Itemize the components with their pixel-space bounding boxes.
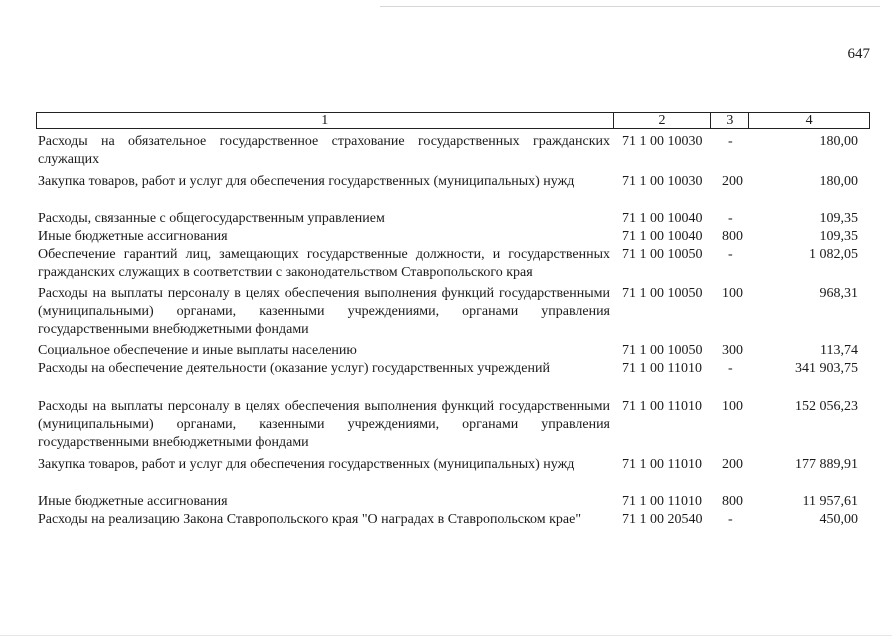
row-amount: 341 903,75 — [795, 361, 858, 376]
row-code: 71 1 00 10040 — [622, 229, 703, 244]
row-amount: 109,35 — [819, 211, 858, 226]
row-code: 71 1 00 10040 — [622, 211, 703, 226]
row-code: 71 1 00 11010 — [622, 399, 702, 414]
row-name: Иные бюджетные ассигнования — [38, 229, 228, 244]
row-name: Расходы на выплаты персоналу в целях обеспечения выполнения функций государственными (муниципальными) органами, казенными учреждениями, органами управления государственными внебюджетными фондами — [38, 399, 610, 450]
table-row — [36, 398, 870, 452]
row-type: - — [728, 361, 733, 376]
row-name: Расходы на выплаты персоналу в целях обеспечения выполнения функций государственными (муниципальными) органами, казенными учреждениями, органами управления государственными внебюджетными фондами — [38, 286, 610, 337]
header-col-2: 2 — [614, 113, 712, 128]
row-code: 71 1 00 20540 — [622, 512, 703, 527]
row-code: 71 1 00 11010 — [622, 457, 702, 472]
row-amount: 180,00 — [819, 134, 858, 149]
row-amount: 113,74 — [820, 343, 858, 358]
table-row — [36, 133, 870, 169]
row-name: Расходы на обеспечение деятельности (оказание услуг) государственных учреждений — [38, 361, 550, 376]
row-amount: 109,35 — [819, 229, 858, 244]
table-row — [36, 210, 870, 228]
row-code: 71 1 00 11010 — [622, 494, 702, 509]
row-amount: 1 082,05 — [809, 247, 858, 262]
table-row — [36, 173, 870, 191]
row-name: Обеспечение гарантий лиц, замещающих государственные должности, и государственных гражданских служащих в соответствии с законодательством Ставропольского края — [38, 247, 610, 280]
row-amount: 152 056,23 — [795, 399, 858, 414]
row-amount: 968,31 — [819, 286, 858, 301]
row-type: 800 — [722, 229, 743, 244]
row-name: Расходы на реализацию Закона Ставропольского края "О наградах в Ставропольском крае" — [38, 512, 582, 527]
row-name: Закупка товаров, работ и услуг для обеспечения государственных (муниципальных) нужд — [38, 174, 575, 189]
row-code: 71 1 00 10030 — [622, 134, 703, 149]
table-row — [36, 342, 870, 360]
row-amount: 450,00 — [819, 512, 858, 527]
table-row — [36, 511, 870, 529]
row-type: 100 — [722, 399, 743, 414]
row-amount: 177 889,91 — [795, 457, 858, 472]
row-name: Расходы, связанные с общегосударственным управлением — [38, 211, 385, 226]
row-type: - — [728, 512, 733, 527]
table-row — [36, 456, 870, 474]
row-name: Иные бюджетные ассигнования — [38, 494, 228, 509]
row-type: 200 — [722, 174, 743, 189]
scan-artifact-line — [0, 635, 892, 636]
row-code: 71 1 00 10030 — [622, 174, 703, 189]
row-code: 71 1 00 10050 — [622, 286, 703, 301]
table-row — [36, 285, 870, 339]
row-type: 800 — [722, 494, 743, 509]
row-code: 71 1 00 10050 — [622, 247, 703, 262]
header-col-4: 4 — [805, 113, 813, 128]
budget-table — [36, 112, 870, 529]
scan-artifact-line — [380, 6, 880, 7]
row-type: - — [728, 134, 733, 149]
row-type: 200 — [722, 457, 743, 472]
row-type: - — [728, 247, 733, 262]
table-row — [36, 228, 870, 246]
row-name: Закупка товаров, работ и услуг для обеспечения государственных (муниципальных) нужд — [38, 457, 575, 472]
row-type: 300 — [722, 343, 743, 358]
table-row — [36, 246, 870, 282]
row-code: 71 1 00 10050 — [622, 343, 703, 358]
row-name: Социальное обеспечение и иные выплаты населению — [38, 343, 357, 358]
row-type: 100 — [722, 286, 743, 301]
page-number: 647 — [847, 46, 870, 62]
header-col-1: 1 — [37, 113, 614, 128]
row-code: 71 1 00 11010 — [622, 361, 702, 376]
row-amount: 11 957,61 — [802, 494, 858, 509]
header-col-3: 3 — [711, 113, 749, 128]
table-row — [36, 360, 870, 378]
table-row — [36, 493, 870, 511]
row-type: - — [728, 211, 733, 226]
row-amount: 180,00 — [819, 174, 858, 189]
row-name: Расходы на обязательное государственное страхование государственных гражданских служащих — [38, 134, 610, 167]
table-header — [36, 112, 870, 129]
